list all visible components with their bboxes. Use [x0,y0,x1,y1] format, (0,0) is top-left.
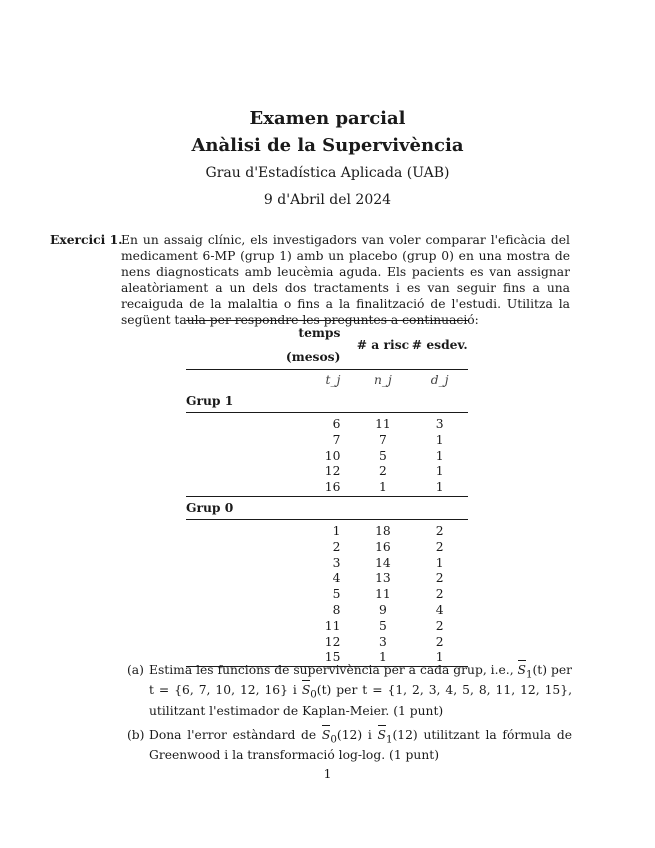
cell-at-risk: 1 [379,480,387,495]
cell-events: 2 [435,618,444,633]
s-hat-symbol: S [377,727,386,742]
cell-events: 1 [435,448,444,463]
page-number: 1 [323,767,332,781]
row-spacer [186,433,241,449]
cell-time: 5 [332,587,341,602]
cell-time: 4 [332,571,341,586]
table-row [186,480,468,496]
s-hat-symbol: S [517,663,526,677]
table-row [186,524,468,540]
question-text: Dona l'error estàndard de [149,727,322,742]
cell-events: 2 [435,523,444,538]
cell-at-risk: 11 [375,587,391,602]
course-title: Anàlisi de la Supervivència [191,135,464,156]
cell-at-risk: 1 [379,650,387,665]
cell-events: 2 [435,634,444,649]
question-label: (a) [127,663,144,677]
cell-events: 1 [435,555,444,570]
cell-at-risk: 5 [379,448,387,463]
table-row [186,619,468,635]
cell-time: 3 [332,555,341,570]
row-spacer [186,540,241,556]
cell-at-risk: 2 [379,464,387,479]
exam-title: Examen parcial [249,108,406,129]
cell-at-risk: 9 [379,602,387,617]
survival-table [186,320,468,667]
header-at-risk: # a risc [356,337,410,352]
cell-time: 11 [324,618,341,633]
question-a [127,662,572,719]
table-row [186,449,468,465]
row-spacer [186,449,241,465]
row-spacer [186,619,241,635]
cell-time: 15 [324,650,341,665]
cell-events: 1 [435,464,444,479]
symbol-d: d_j [430,373,449,387]
cell-time: 8 [332,602,341,617]
row-spacer [186,417,241,433]
cell-events: 2 [435,587,444,602]
cell-at-risk: 16 [375,539,391,554]
cell-events: 3 [435,417,444,431]
cell-time: 2 [332,539,341,554]
symbol-t: t_j [325,373,341,387]
group1-heading-row [186,390,468,413]
question-b [127,727,572,763]
question-text: (12) i [336,727,378,742]
table-symbol-row [186,370,468,391]
cell-time: 6 [332,417,341,431]
table-header-row [186,321,468,370]
cell-time: 10 [324,448,341,463]
cell-at-risk: 18 [375,523,391,538]
group1-label: Grup 1 [186,393,234,408]
symbol-n: n_j [373,373,392,387]
questions-list [127,662,572,771]
cell-time: 16 [324,480,341,495]
question-text: (t) per t = {1, 2, 3, 4, 5, 8, 11, 12, 15}, utilitzant l'estimador de Kaplan-Meier. (1 punt) [149,683,572,718]
group0-heading-row [186,496,468,519]
row-spacer [186,603,241,619]
subscript: 0 [310,688,317,701]
cell-events: 1 [435,432,444,447]
row-spacer [186,571,241,587]
table-row [186,556,468,572]
row-spacer [186,635,241,651]
s-hat-symbol: S [321,727,331,742]
table-row [186,635,468,651]
table-row [186,540,468,556]
cell-at-risk: 7 [379,432,387,447]
exam-date: 9 d'Abril del 2024 [263,192,392,208]
cell-at-risk: 5 [379,618,387,633]
row-spacer [186,524,241,540]
row-spacer [186,480,241,496]
table-row [186,417,468,433]
question-text: Estima les funcions de supervivència per a cada grup, i.e., [149,663,518,677]
cell-time: 1 [332,523,341,538]
cell-time: 12 [324,464,341,479]
cell-at-risk: 13 [375,571,391,586]
s-hat-symbol: S [301,683,311,698]
subscript: 1 [385,733,393,746]
exercise-text: En un assaig clínic, els investigadors van voler comparar l'eficàcia del medicament 6-MP (grup 1) amb un placebo (grup 0) en una mostra de nens diagnosticats amb leucèmia aguda. Els pacients es van assignar aleatòriament a un dels dos tractaments i es van seguir fins a una recaiguda de la malaltia o fins a la finalització de l'estudi. Utilitza la següent taula per respondre les preguntes a continuació: [121,233,570,327]
cell-events: 2 [435,539,444,554]
group0-label: Grup 0 [186,499,234,515]
cell-events: 1 [435,480,444,495]
row-spacer [186,587,241,603]
row-spacer [186,464,241,480]
subscript: 0 [330,733,337,746]
question-text: (t) per t = {6, 7, 10, 12, 16} i [149,663,572,698]
question-text: (12) utilitzant la fórmula de Greenwood i la transformació log-log. (1 punt) [149,727,572,763]
cell-at-risk: 14 [375,555,391,570]
row-spacer [186,556,241,572]
cell-time: 12 [324,634,341,649]
table-row [186,571,468,587]
header-events: # esdev. [411,337,468,352]
cell-events: 4 [435,602,444,617]
cell-at-risk: 11 [375,417,391,431]
table-row [186,464,468,480]
question-label: (b) [127,727,145,742]
cell-at-risk: 3 [379,634,387,649]
table-row [186,603,468,619]
exercise-label: Exercici 1. [50,232,123,247]
header-time: temps (mesos) [285,325,341,364]
subscript: 1 [525,668,533,681]
exercise-1 [50,232,570,328]
cell-events: 1 [435,650,444,665]
table-row [186,433,468,449]
table-row [186,587,468,603]
degree-subtitle: Grau d'Estadística Aplicada (UAB) [205,165,450,181]
cell-events: 2 [435,571,444,586]
cell-time: 7 [332,432,341,447]
